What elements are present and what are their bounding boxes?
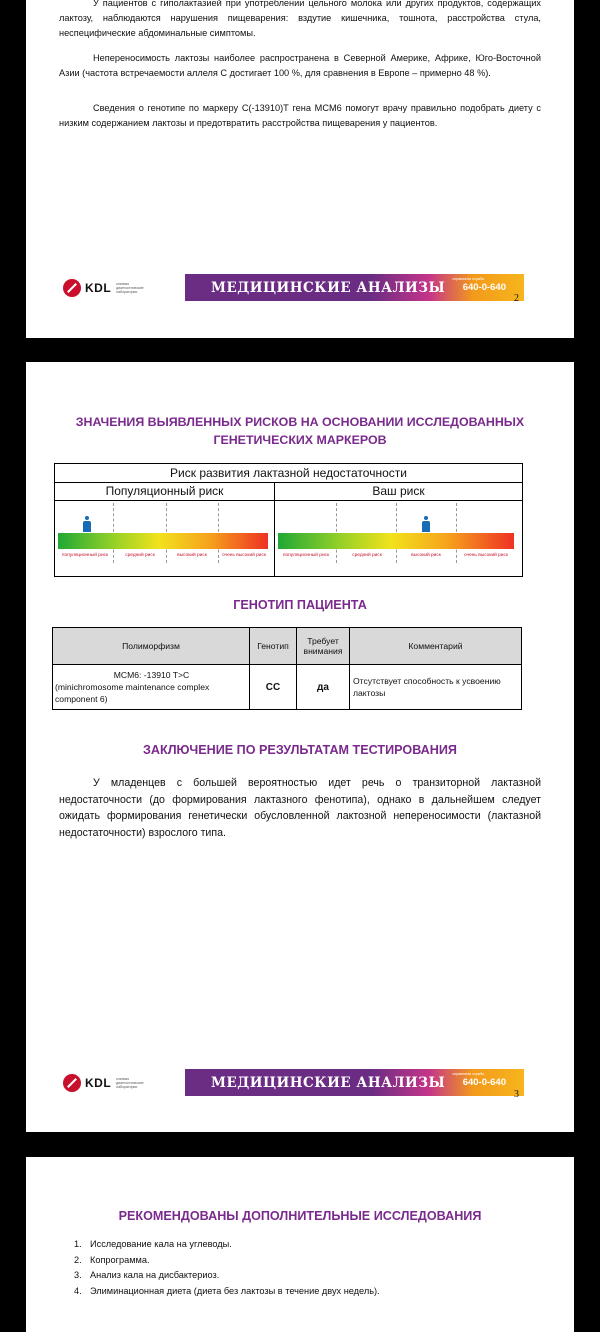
list-item: 4. Элиминационная диета (диета без лактозы в течение двух недель).	[74, 1285, 380, 1296]
recommendations-heading: РЕКОМЕНДОВАНЫ ДОПОЛНИТЕЛЬНЫЕ ИССЛЕДОВАНИЯ	[118, 1209, 482, 1223]
header-polymorphism: Полиморфизм	[53, 628, 250, 665]
kdl-logo-subtitle: клинико диагностические лаборатории	[116, 1076, 144, 1089]
genotype-heading: ГЕНОТИП ПАЦИЕНТА	[233, 598, 367, 612]
kdl-logo-text: KDL	[85, 280, 112, 295]
header-attention: Требует внимания	[297, 628, 350, 665]
table-row	[53, 665, 522, 710]
kdl-logo-icon	[63, 279, 81, 297]
your-risk-header: Ваш риск	[275, 483, 522, 501]
risk-heading: ЗНАЧЕНИЯ ВЫЯВЛЕННЫХ РИСКОВ НА ОСНОВАНИИ ИССЛЕДОВАННЫХ ГЕНЕТИЧЕСКИХ МАРКЕРОВ	[75, 415, 525, 447]
your-risk-gradient-bar	[278, 533, 514, 549]
page-number: 3	[514, 1089, 519, 1100]
kdl-logo-text: KDL	[85, 1075, 112, 1090]
kdl-logo-subtitle: клинико диагностические лаборатории	[116, 281, 144, 294]
cell-comment: Отсутствует способность к усвоению лактозы	[350, 665, 522, 710]
risk-table-title: Риск развития лактазной недостаточности	[55, 464, 522, 483]
list-item: 1. Исследование кала на углеводы.	[74, 1239, 232, 1249]
cell-attention: да	[297, 665, 350, 710]
footer-title: МЕДИЦИНСКИЕ АНАЛИЗЫ	[211, 1074, 446, 1091]
scale-label-very-high: очень высокий риск	[222, 553, 266, 558]
page-4	[26, 1157, 574, 1332]
kdl-logo-icon	[63, 1074, 81, 1092]
scale-label-high: высокий риск	[411, 553, 441, 558]
page-2	[26, 0, 574, 338]
footer-phone-label: справочная служба	[452, 277, 484, 281]
population-person-icon	[83, 516, 91, 532]
scale-label-high: высокий риск	[177, 553, 207, 558]
footer-phone-label: справочная служба	[452, 1072, 484, 1076]
your-risk-column	[275, 483, 522, 576]
header-genotype: Генотип	[250, 628, 297, 665]
kdl-logo	[59, 274, 185, 301]
scale-label-population: популяционный риск	[282, 553, 330, 558]
population-risk-header: Популяционный риск	[55, 483, 274, 501]
conclusion-heading: ЗАКЛЮЧЕНИЕ ПО РЕЗУЛЬТАТАМ ТЕСТИРОВАНИЯ	[143, 743, 457, 757]
paragraph-symptoms: У пациентов с гиполактазией при употреблении цельного молока или других продуктов, содержащих лактозу, наблюдаются нарушения пищеварения: вздутие кишечника, тошнота, расстройства стула, неспецифические абдоминальные симптомы.	[59, 0, 541, 38]
list-item: 2. Копрограмма.	[74, 1254, 150, 1265]
population-risk-column	[55, 483, 275, 576]
page-3	[26, 362, 574, 1132]
footer-phone: 640-0-640	[462, 282, 506, 293]
conclusion-text: У младенцев с большей вероятностью идет речь о транзиторной лактазной недостаточности (до формирования лактазного фенотипа), однако в дальнейшем следует ожидать формирования генетически обусловленной лактозной непереносимости (лактазной недостаточности) взрослого типа.	[59, 777, 541, 839]
footer-title: МЕДИЦИНСКИЕ АНАЛИЗЫ	[211, 279, 446, 296]
footer-phone: 640-0-640	[462, 1077, 506, 1088]
scale-label-very-high: очень высокий риск	[464, 553, 508, 558]
scale-label-population: популяционный риск	[61, 553, 109, 558]
paragraph-genotype-info: Сведения о генотипе по маркеру С(-13910)Т гена MCM6 помогут врачу правильно подобрать диету с низким содержанием лактозы и предотвратить расстройства пищеварения у пациентов.	[59, 103, 541, 128]
your-person-icon	[422, 516, 430, 532]
cell-polymorphism	[53, 665, 250, 710]
genotype-table	[52, 627, 522, 710]
list-item: 3. Анализ кала на дисбактериоз.	[74, 1270, 220, 1280]
footer-banner	[59, 274, 524, 301]
header-comment: Комментарий	[350, 628, 522, 665]
recommendations-list	[74, 1237, 380, 1299]
cell-genotype: СС	[250, 665, 297, 710]
kdl-logo	[59, 1069, 185, 1096]
polymorphism-name: MCM6: -13910 T>C	[113, 670, 190, 680]
footer-band	[185, 1069, 524, 1096]
page-number: 2	[514, 293, 519, 304]
population-risk-gradient-bar	[58, 533, 268, 549]
polymorphism-description: (minichromosome maintenance complex component 6)	[55, 682, 210, 704]
scale-label-medium: средний риск	[125, 553, 155, 558]
footer-band	[185, 274, 524, 301]
paragraph-prevalence: Непереносимость лактозы наиболее распространена в Северной Америке, Африке, Юго-Восточной Азии (частота встречаемости аллеля С достигает 100 %, для сравнения в Европе – примерно 48 %).	[59, 53, 541, 78]
footer-banner	[59, 1069, 524, 1096]
risk-table	[54, 463, 523, 577]
scale-label-medium: средний риск	[352, 553, 382, 558]
